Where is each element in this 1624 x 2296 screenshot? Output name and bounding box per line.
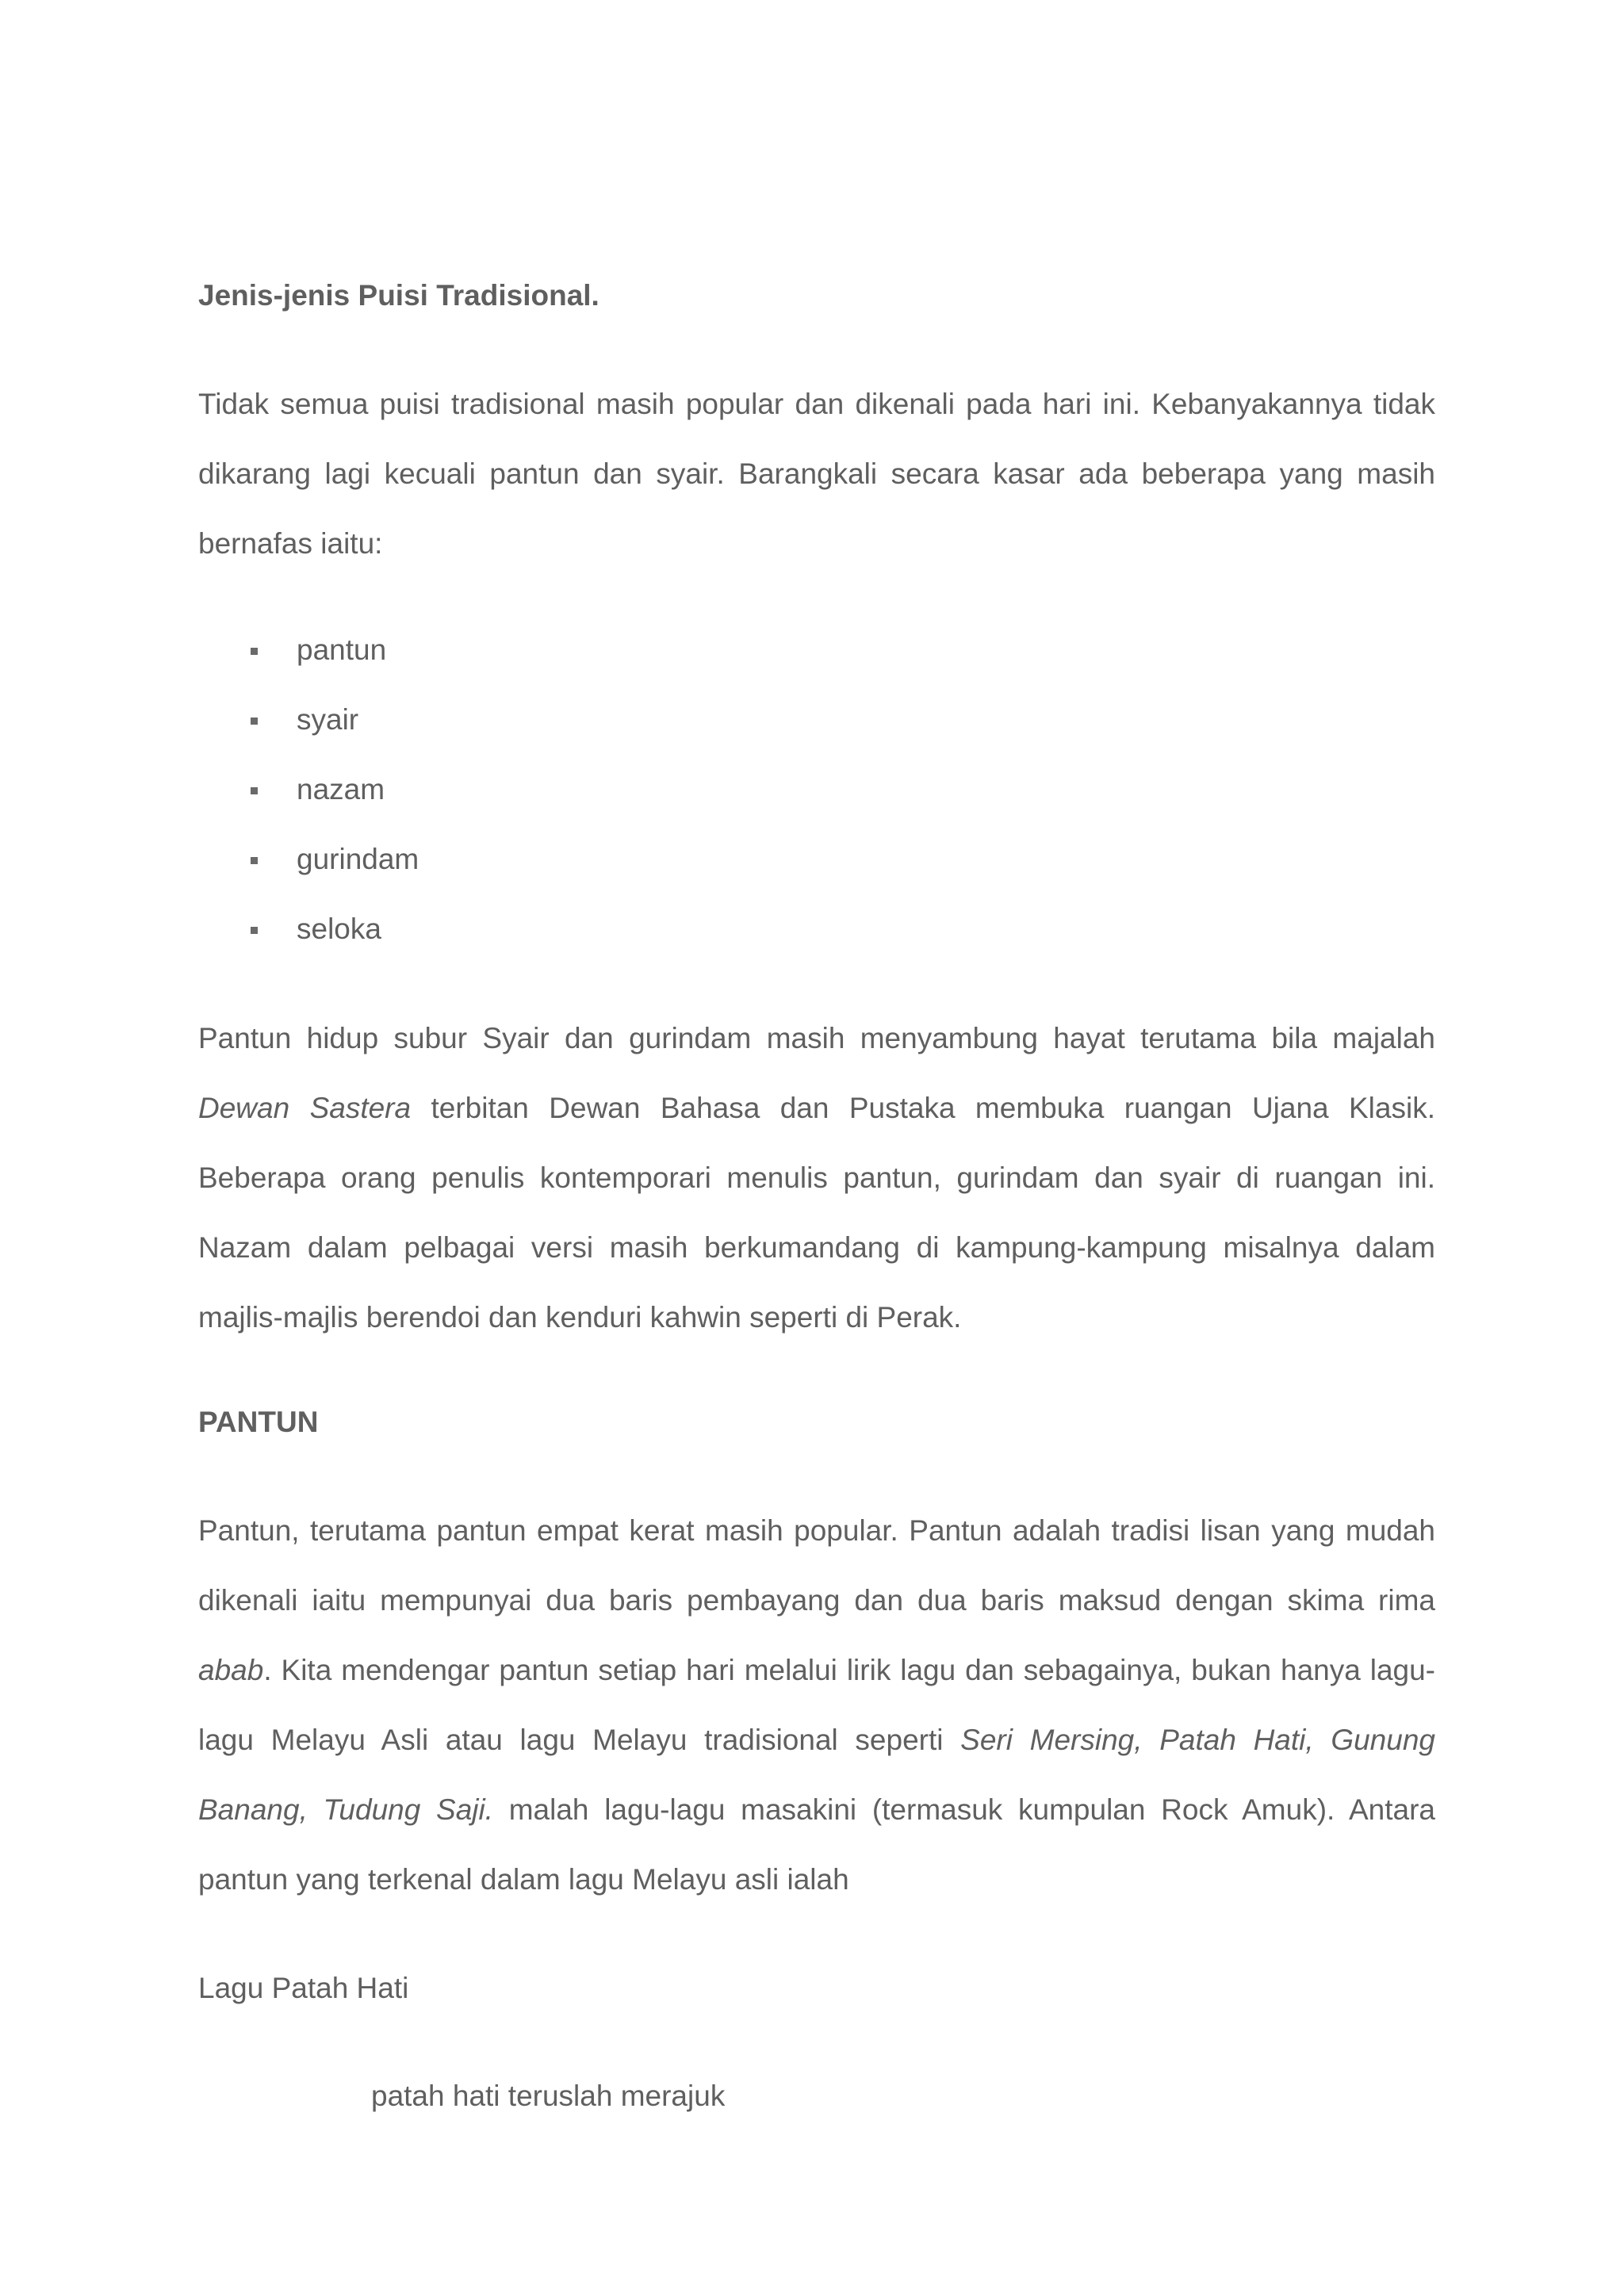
section-heading-pantun: PANTUN <box>198 1406 319 1438</box>
list-item-label: pantun <box>297 633 387 666</box>
pantun-syair-paragraph <box>198 1004 1435 1353</box>
verse-line: patah hati teruslah merajuk <box>371 2080 726 2112</box>
list-item-label: gurindam <box>297 843 419 875</box>
magazine-title: Dewan Sastera <box>198 1092 412 1124</box>
square-bullet-icon <box>251 718 258 725</box>
square-bullet-icon <box>251 857 258 864</box>
song-titles: Seri Mersing, Patah Hati, Gunung Banang, Tudung Saji. <box>198 1724 1435 1826</box>
rhyme-scheme: abab <box>198 1654 264 1686</box>
song-title: Lagu Patah Hati <box>198 1972 409 2004</box>
paragraph-text: . Kita mendengar pantun setiap hari melalui lirik lagu dan sebagainya, bukan hanya lagu-lagu Melayu Asli atau lagu Melayu tradisional seperti <box>198 1654 1435 1756</box>
square-bullet-icon <box>251 648 258 655</box>
pantun-paragraph <box>198 1496 1435 1915</box>
list-item-label: syair <box>297 703 359 736</box>
intro-paragraph <box>198 369 1435 579</box>
intro-text: Tidak semua puisi tradisional masih popular dan dikenali pada hari ini. Kebanyakannya tidak dikarang lagi kecuali pantun dan syair. Barangkali secara kasar ada beberapa yang masih bernafas iaitu: <box>198 388 1435 560</box>
paragraph-text: Pantun hidup subur Syair dan gurindam masih menyambung hayat terutama bila majalah <box>198 1022 1435 1054</box>
paragraph-text: malah lagu-lagu masakini (termasuk kumpulan Rock Amuk). Antara pantun yang terkenal dalam lagu Melayu asli ialah <box>198 1793 1435 1896</box>
paragraph-text: Pantun, terutama pantun empat kerat masih popular. Pantun adalah tradisi lisan yang mudah dikenali iaitu mempunyai dua baris pembayang dan dua baris maksud dengan skima rima <box>198 1514 1435 1617</box>
square-bullet-icon <box>251 787 258 794</box>
list-item-label: nazam <box>297 773 385 806</box>
document-title: Jenis-jenis Puisi Tradisional. <box>198 279 599 312</box>
list-item-label: seloka <box>297 913 381 945</box>
square-bullet-icon <box>251 927 258 934</box>
paragraph-text: terbitan Dewan Bahasa dan Pustaka membuka ruangan Ujana Klasik. Beberapa orang penulis kontemporari menulis pantun, gurindam dan syair di ruangan ini. Nazam dalam pelbagai versi masih berkumandang di kampung-kampung misalnya dalam majlis-majlis berendoi dan kenduri kahwin seperti di Perak. <box>198 1092 1435 1334</box>
